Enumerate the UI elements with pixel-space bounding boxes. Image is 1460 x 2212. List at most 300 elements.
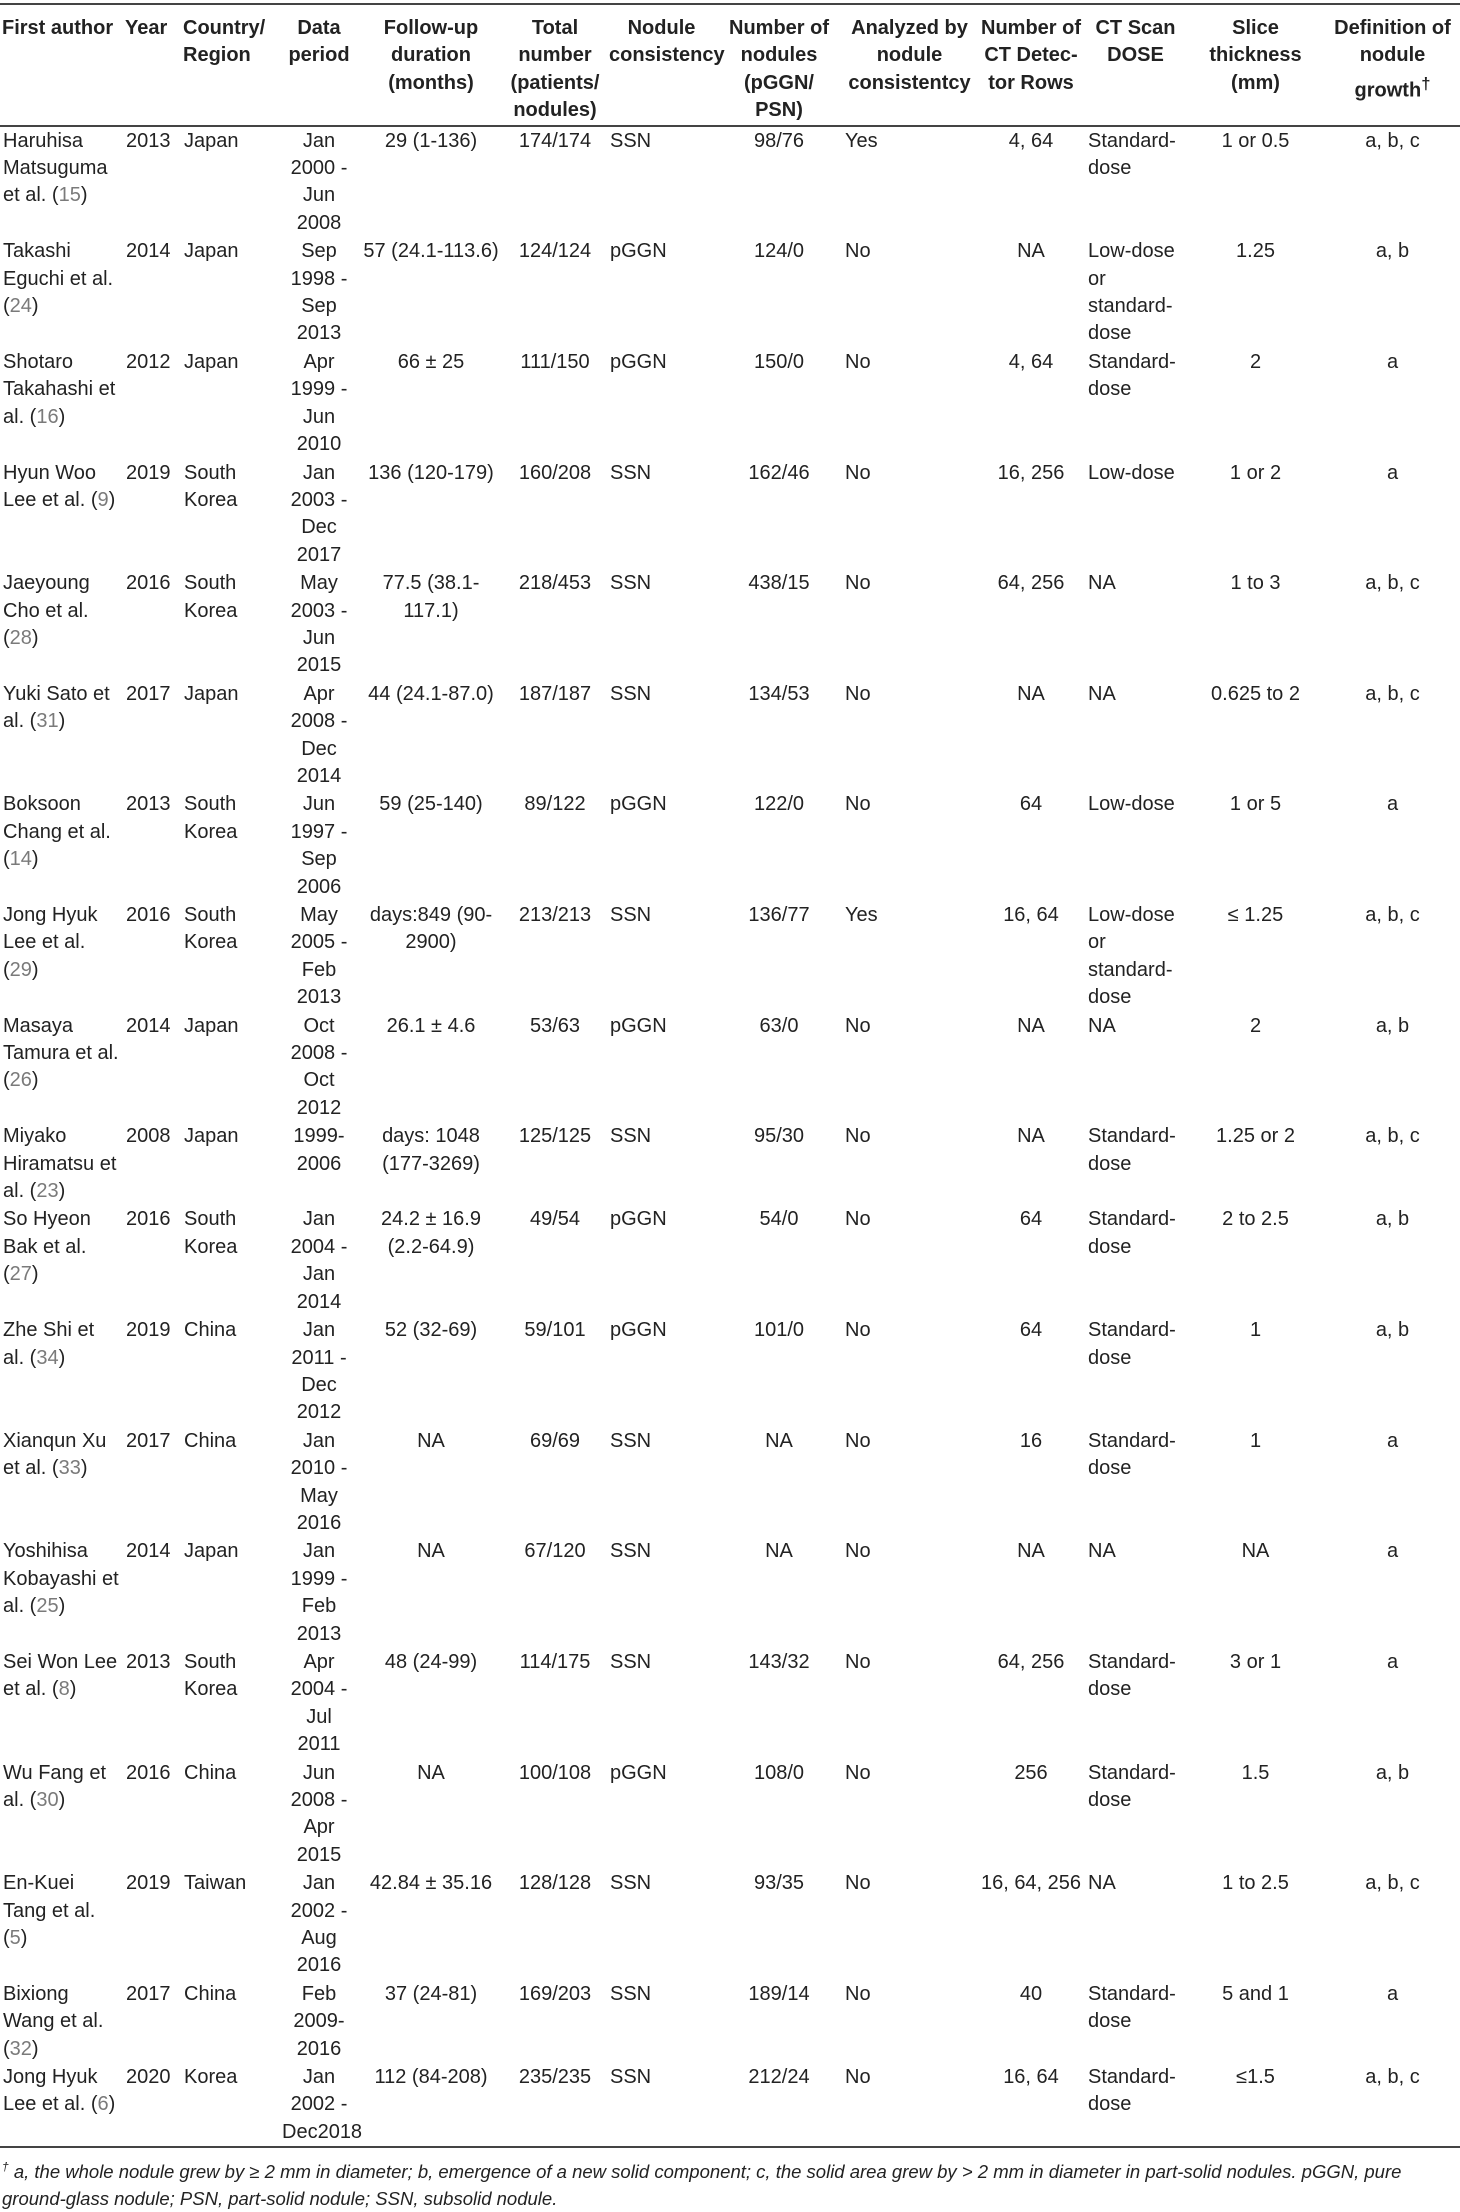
cell-data-period: Jan 2010 - May 2016 bbox=[290, 1429, 348, 1534]
cell-analyzed: No bbox=[845, 1319, 871, 1342]
cell-follow-up: NA bbox=[417, 1429, 445, 1452]
header-ct-dose: CT Scan DOSE bbox=[1085, 4, 1186, 126]
cell-nodule-consistency: pGGN bbox=[610, 350, 667, 373]
cell-country: South Korea bbox=[184, 1650, 238, 1701]
reference-link[interactable]: 30 bbox=[36, 1789, 59, 1811]
cell-total-number: 125/125 bbox=[518, 1125, 592, 1148]
cell-country: South Korea bbox=[184, 572, 238, 622]
cell-first-author bbox=[0, 1537, 123, 1648]
author-name: Sei Won Lee et al. ( bbox=[3, 1650, 118, 1701]
reference-link[interactable]: 32 bbox=[9, 2037, 32, 2060]
cell-data-period: Jan 2011 - Dec 2012 bbox=[291, 1319, 347, 1424]
cell-first-author bbox=[0, 1759, 123, 1870]
cell-country: China bbox=[184, 1761, 237, 1784]
reference-link[interactable]: 29 bbox=[9, 958, 32, 981]
cell-detector-rows: NA bbox=[1017, 1125, 1045, 1148]
cell-ct-dose: Standard-dose bbox=[1088, 1761, 1176, 1811]
cell-slice-thickness: NA bbox=[1241, 1540, 1270, 1563]
header-definition-text: Definition of nodule growth bbox=[1334, 17, 1451, 102]
cell-year: 2016 bbox=[126, 904, 171, 926]
cell-follow-up: 136 (120-179) bbox=[368, 461, 494, 484]
cell-ct-dose: Standard-dose bbox=[1088, 350, 1176, 401]
cell-number-of-nodules: 189/14 bbox=[748, 1982, 810, 2005]
author-name: Zhe Shi et al. ( bbox=[3, 1319, 95, 1369]
reference-close: ) bbox=[31, 295, 39, 318]
cell-first-author bbox=[0, 790, 123, 901]
cell-total-number: 187/187 bbox=[518, 682, 592, 705]
reference-close: ) bbox=[69, 1678, 77, 1701]
cell-detector-rows: NA bbox=[1017, 1014, 1045, 1037]
cell-ct-dose: Standard-dose bbox=[1088, 1429, 1176, 1480]
cell-ct-dose: NA bbox=[1088, 572, 1116, 595]
author-name: Jong Hyuk Lee et al. ( bbox=[3, 2066, 98, 2116]
author-name: Jaeyoung Cho et al. ( bbox=[3, 572, 90, 649]
cell-analyzed: No bbox=[845, 1540, 871, 1563]
cell-ct-dose: Low-dose bbox=[1088, 793, 1175, 816]
cell-analyzed: No bbox=[845, 1125, 871, 1148]
author-name: Bixiong Wang et al. ( bbox=[3, 1982, 104, 2060]
cell-slice-thickness: 5 and 1 bbox=[1222, 1982, 1289, 2005]
cell-ct-dose: Standard-dose bbox=[1088, 1125, 1176, 1175]
cell-country: Taiwan bbox=[184, 1872, 247, 1895]
cell-slice-thickness: 2 bbox=[1249, 350, 1262, 373]
cell-data-period: 1999-2006 bbox=[293, 1125, 345, 1175]
cell-nodule-consistency: SSN bbox=[610, 1982, 652, 2005]
cell-number-of-nodules: 150/0 bbox=[753, 350, 805, 373]
reference-link[interactable]: 16 bbox=[36, 405, 59, 428]
cell-definition: a bbox=[1386, 461, 1399, 484]
author-name: Wu Fang et al. ( bbox=[3, 1761, 107, 1811]
cell-country: China bbox=[184, 1982, 237, 2005]
reference-close: ) bbox=[58, 1595, 66, 1618]
cell-analyzed: No bbox=[845, 572, 871, 595]
cell-follow-up: 52 (32-69) bbox=[384, 1319, 478, 1342]
cell-total-number: 114/175 bbox=[519, 1650, 591, 1673]
cell-number-of-nodules: 134/53 bbox=[748, 682, 810, 705]
cell-year: 2016 bbox=[126, 1208, 171, 1231]
cell-nodule-consistency: SSN bbox=[610, 1429, 652, 1452]
cell-total-number: 213/213 bbox=[518, 904, 592, 926]
cell-follow-up: 48 (24-99) bbox=[384, 1650, 478, 1673]
cell-follow-up: NA bbox=[417, 1540, 445, 1563]
header-slice-thickness: Slice thickness (mm) bbox=[1186, 4, 1325, 126]
table-row bbox=[0, 1759, 1460, 1870]
cell-country: South Korea bbox=[184, 793, 238, 843]
cell-total-number: 124/124 bbox=[518, 240, 592, 263]
cell-definition: a bbox=[1386, 350, 1399, 373]
cell-total-number: 160/208 bbox=[518, 461, 592, 484]
cell-year: 2008 bbox=[126, 1125, 171, 1148]
header-row bbox=[0, 4, 1460, 126]
cell-detector-rows: NA bbox=[1017, 682, 1045, 705]
reference-close: ) bbox=[31, 1263, 39, 1286]
cell-ct-dose: Standard-dose bbox=[1088, 1208, 1176, 1258]
reference-link[interactable]: 27 bbox=[9, 1263, 32, 1286]
reference-link[interactable]: 26 bbox=[9, 1069, 32, 1092]
cell-country: Japan bbox=[184, 1540, 239, 1563]
cell-definition: a, b, c bbox=[1365, 572, 1420, 595]
footnote-text: a, the whole nodule grew by ≥ 2 mm in diameter; b, emergence of a new solid component; c, the solid area grew by > 2 mm in diameter in part-solid nodules. pGGN, pure ground-glass nodule; PSN, part-solid nodule; SSN, subsolid nodule. bbox=[2, 2161, 1402, 2210]
cell-nodule-consistency: SSN bbox=[610, 1650, 652, 1673]
cell-slice-thickness: 1 bbox=[1249, 1319, 1262, 1342]
cell-detector-rows: 16 bbox=[1019, 1429, 1043, 1452]
cell-ct-dose: Standard-dose bbox=[1088, 1650, 1176, 1701]
cell-country: Japan bbox=[184, 1125, 239, 1148]
cell-country: South Korea bbox=[184, 461, 238, 511]
cell-year: 2017 bbox=[126, 682, 171, 705]
cell-analyzed: No bbox=[845, 1872, 871, 1895]
cell-country: China bbox=[184, 1429, 237, 1452]
reference-close: ) bbox=[108, 2093, 116, 2116]
cell-slice-thickness: 1 or 5 bbox=[1229, 793, 1282, 816]
cell-nodule-consistency: SSN bbox=[607, 2063, 716, 2147]
cell-data-period: Oct 2008 - Oct 2012 bbox=[290, 1014, 348, 1119]
cell-follow-up: 57 (24.1-113.6) bbox=[363, 240, 499, 263]
cell-ct-dose: Low-dose or standard-dose bbox=[1088, 904, 1175, 1009]
cell-nodule-consistency: SSN bbox=[610, 1872, 652, 1895]
cell-total-number: 218/453 bbox=[518, 572, 592, 595]
reference-close: ) bbox=[80, 1457, 88, 1480]
cell-nodule-consistency: pGGN bbox=[610, 240, 667, 263]
cell-definition: a, b bbox=[1375, 1208, 1410, 1231]
cell-year: 2013 bbox=[126, 793, 171, 816]
cell-total-number: 174/174 bbox=[518, 129, 592, 152]
reference-close: ) bbox=[58, 1789, 66, 1811]
cell-definition: a, b, c bbox=[1325, 2063, 1460, 2147]
cell-year: 2014 bbox=[126, 1540, 171, 1563]
cell-total-number: 235/235 bbox=[503, 2063, 607, 2147]
cell-detector-rows: NA bbox=[1017, 1540, 1045, 1563]
cell-number-of-nodules: 124/0 bbox=[753, 240, 805, 263]
cell-total-number: 169/203 bbox=[518, 1982, 592, 2005]
header-follow-up: Follow-up duration (months) bbox=[359, 4, 503, 126]
cell-total-number: 89/122 bbox=[524, 793, 586, 816]
cell-follow-up: 59 (25-140) bbox=[379, 793, 483, 816]
cell-total-number: 111/150 bbox=[520, 350, 590, 373]
cell-follow-up: 26.1 ± 4.6 bbox=[386, 1014, 476, 1037]
cell-data-period: May 2003 - Jun 2015 bbox=[290, 572, 348, 677]
reference-link[interactable]: 6 bbox=[97, 2093, 109, 2116]
cell-first-author bbox=[0, 1648, 123, 1759]
cell-analyzed: No bbox=[842, 2063, 977, 2147]
cell-country: Japan bbox=[184, 129, 239, 152]
cell-nodule-consistency: SSN bbox=[610, 1540, 652, 1563]
reference-close: ) bbox=[58, 405, 66, 428]
cell-data-period: Apr 2008 - Dec 2014 bbox=[290, 682, 348, 787]
studies-table bbox=[0, 3, 1460, 2148]
cell-slice-thickness: 2 to 2.5 bbox=[1222, 1208, 1289, 1231]
cell-year: 2017 bbox=[126, 1982, 171, 2005]
reference-close: ) bbox=[58, 1180, 66, 1203]
cell-nodule-consistency: pGGN bbox=[610, 793, 667, 816]
cell-definition: a, b bbox=[1375, 1319, 1410, 1342]
cell-detector-rows: 64 bbox=[1019, 1208, 1043, 1231]
cell-definition: a, b bbox=[1375, 240, 1410, 263]
cell-ct-dose: NA bbox=[1088, 1872, 1116, 1895]
cell-total-number: 49/54 bbox=[529, 1208, 581, 1231]
cell-country: South Korea bbox=[184, 1208, 238, 1258]
header-total-number: Total number (patients/ nodules) bbox=[503, 4, 607, 126]
table-row bbox=[0, 790, 1460, 901]
table-row bbox=[0, 126, 1460, 238]
cell-year: 2020 bbox=[123, 2063, 181, 2147]
cell-country: Korea bbox=[181, 2063, 279, 2147]
cell-follow-up: days:849 (90-2900) bbox=[369, 904, 493, 954]
cell-first-author bbox=[0, 1205, 123, 1316]
cell-slice-thickness: 1.25 bbox=[1236, 240, 1275, 263]
reference-close: ) bbox=[31, 958, 39, 981]
cell-data-period: Jan 2003 - Dec 2017 bbox=[290, 461, 348, 566]
cell-analyzed: No bbox=[845, 1208, 871, 1231]
table-row bbox=[0, 1205, 1460, 1316]
reference-link[interactable]: 23 bbox=[36, 1180, 59, 1203]
cell-follow-up: NA bbox=[417, 1761, 445, 1784]
cell-number-of-nodules: 136/77 bbox=[748, 904, 810, 926]
header-first-author: First author bbox=[0, 4, 123, 126]
cell-analyzed: No bbox=[845, 1982, 871, 2005]
cell-follow-up: 112 (84-208) bbox=[359, 2063, 503, 2147]
reference-close: ) bbox=[31, 1069, 39, 1092]
header-definition bbox=[1325, 4, 1460, 126]
cell-follow-up: 66 ± 25 bbox=[397, 350, 465, 373]
cell-country: China bbox=[184, 1319, 237, 1342]
cell-slice-thickness: ≤1.5 bbox=[1186, 2063, 1325, 2147]
cell-slice-thickness: 1 to 2.5 bbox=[1222, 1872, 1289, 1895]
table-row bbox=[0, 680, 1460, 791]
cell-ct-dose: Low-dose or standard-dose bbox=[1088, 240, 1175, 345]
table-row bbox=[0, 1316, 1460, 1427]
cell-number-of-nodules: 54/0 bbox=[759, 1208, 799, 1231]
reference-link[interactable]: 8 bbox=[58, 1678, 70, 1701]
author-name: Jong Hyuk Lee et al. ( bbox=[3, 904, 98, 981]
cell-analyzed: No bbox=[845, 350, 871, 373]
cell-detector-rows: 64 bbox=[1019, 1319, 1043, 1342]
cell-country: Japan bbox=[184, 240, 239, 263]
cell-ct-dose: NA bbox=[1088, 1540, 1116, 1563]
cell-year: 2019 bbox=[126, 1319, 171, 1342]
table-row bbox=[0, 569, 1460, 680]
cell-definition: a, b, c bbox=[1365, 1872, 1420, 1895]
cell-ct-dose: Standard-dose bbox=[1088, 1319, 1176, 1369]
cell-year: 2013 bbox=[126, 1650, 171, 1673]
cell-definition: a bbox=[1386, 1982, 1399, 2005]
reference-link[interactable]: 15 bbox=[58, 184, 81, 207]
table-row bbox=[0, 901, 1460, 1012]
cell-follow-up: 37 (24-81) bbox=[384, 1982, 478, 2005]
cell-nodule-consistency: pGGN bbox=[610, 1014, 667, 1037]
cell-number-of-nodules: 98/76 bbox=[753, 129, 805, 152]
cell-ct-dose: Standard-dose bbox=[1088, 1982, 1176, 2033]
reference-close: ) bbox=[31, 2037, 39, 2060]
table-footnote bbox=[0, 2148, 1444, 2212]
cell-definition: a bbox=[1386, 1429, 1399, 1452]
cell-data-period: Apr 1999 - Jun 2010 bbox=[290, 350, 348, 456]
cell-definition: a, b, c bbox=[1365, 129, 1420, 152]
cell-nodule-consistency: SSN bbox=[610, 461, 652, 484]
cell-total-number: 100/108 bbox=[518, 1761, 592, 1784]
cell-detector-rows: 16, 64 bbox=[977, 2063, 1085, 2147]
cell-definition: a, b, c bbox=[1365, 904, 1420, 926]
cell-definition: a, b bbox=[1375, 1761, 1410, 1784]
cell-number-of-nodules: 122/0 bbox=[753, 793, 805, 816]
header-country: Country/ Region bbox=[181, 4, 279, 126]
reference-close: ) bbox=[31, 848, 39, 871]
reference-link[interactable]: 25 bbox=[36, 1595, 59, 1618]
cell-country: Japan bbox=[184, 682, 239, 705]
cell-follow-up: 77.5 (38.1-117.1) bbox=[382, 572, 480, 622]
cell-ct-dose: NA bbox=[1088, 682, 1116, 705]
cell-data-period: Jan 2002 - Dec2018 bbox=[279, 2063, 359, 2147]
cell-year: 2016 bbox=[126, 572, 171, 595]
cell-nodule-consistency: SSN bbox=[610, 572, 652, 595]
author-name: Takashi Eguchi et al. ( bbox=[3, 240, 114, 318]
table-row bbox=[0, 1012, 1460, 1123]
cell-definition: a bbox=[1386, 1540, 1399, 1563]
cell-follow-up: days: 1048 (177-3269) bbox=[382, 1125, 480, 1175]
reference-close: ) bbox=[31, 626, 39, 649]
reference-link[interactable]: 5 bbox=[9, 1927, 21, 1950]
cell-analyzed: Yes bbox=[845, 129, 878, 152]
header-year: Year bbox=[123, 4, 181, 126]
cell-slice-thickness: 3 or 1 bbox=[1229, 1650, 1282, 1673]
cell-first-author bbox=[0, 1122, 123, 1205]
cell-country: South Korea bbox=[184, 904, 238, 954]
header-nodule-consistency: Nodule consistency bbox=[607, 4, 716, 126]
cell-slice-thickness: 1 to 3 bbox=[1230, 572, 1281, 595]
cell-definition: a bbox=[1386, 793, 1399, 816]
cell-number-of-nodules: 212/24 bbox=[716, 2063, 842, 2147]
cell-detector-rows: NA bbox=[1017, 240, 1045, 263]
table-row bbox=[0, 237, 1460, 348]
author-name: Shotaro Takahashi et al. ( bbox=[3, 350, 116, 428]
table-row bbox=[0, 1427, 1460, 1538]
cell-slice-thickness: 2 bbox=[1249, 1014, 1262, 1037]
cell-definition: a bbox=[1386, 1650, 1399, 1673]
cell-number-of-nodules: 108/0 bbox=[753, 1761, 805, 1784]
cell-analyzed: No bbox=[845, 240, 871, 263]
reference-link[interactable]: 28 bbox=[9, 626, 32, 649]
author-name: Yuki Sato et al. ( bbox=[3, 682, 110, 733]
cell-analyzed: No bbox=[845, 1014, 871, 1037]
cell-slice-thickness: 1 or 2 bbox=[1229, 461, 1282, 484]
author-name: Masaya Tamura et al. ( bbox=[3, 1014, 119, 1092]
cell-detector-rows: 64, 256 bbox=[997, 572, 1065, 595]
cell-definition: a, b, c bbox=[1365, 682, 1420, 705]
cell-first-author bbox=[0, 901, 123, 1012]
table-body bbox=[0, 126, 1460, 2148]
cell-analyzed: No bbox=[845, 682, 871, 705]
cell-detector-rows: 256 bbox=[1014, 1761, 1048, 1784]
reference-link[interactable]: 33 bbox=[58, 1457, 81, 1480]
author-name: Boksoon Chang et al. ( bbox=[3, 793, 111, 871]
cell-data-period: Feb 2009-2016 bbox=[293, 1982, 345, 2060]
cell-number-of-nodules: 101/0 bbox=[753, 1319, 805, 1342]
header-number-of-nodules: Number of nodules (pGGN/ PSN) bbox=[716, 4, 842, 126]
table-row bbox=[0, 1648, 1460, 1759]
cell-number-of-nodules: 438/15 bbox=[748, 572, 810, 595]
cell-detector-rows: 16, 64, 256 bbox=[980, 1872, 1082, 1895]
cell-data-period: Apr 2004 - Jul 2011 bbox=[290, 1650, 348, 1756]
cell-number-of-nodules: 63/0 bbox=[759, 1014, 799, 1037]
table-row bbox=[0, 1980, 1460, 2063]
table-row bbox=[0, 348, 1460, 459]
cell-year: 2016 bbox=[126, 1761, 171, 1784]
table-row bbox=[0, 2063, 1460, 2147]
cell-data-period: Jan 2000 - Jun 2008 bbox=[290, 129, 348, 234]
reference-link[interactable]: 31 bbox=[36, 710, 59, 733]
table-row bbox=[0, 459, 1460, 570]
cell-data-period: May 2005 - Feb 2013 bbox=[290, 904, 348, 1009]
cell-total-number: 53/63 bbox=[529, 1014, 581, 1037]
header-data-period: Data period bbox=[279, 4, 359, 126]
reference-close: ) bbox=[58, 710, 66, 733]
cell-first-author bbox=[0, 1012, 123, 1123]
cell-year: 2017 bbox=[126, 1429, 171, 1452]
reference-close: ) bbox=[20, 1927, 28, 1950]
author-name: Haruhisa Matsuguma et al. ( bbox=[3, 129, 108, 207]
cell-nodule-consistency: pGGN bbox=[610, 1208, 667, 1231]
cell-number-of-nodules: 162/46 bbox=[748, 461, 810, 484]
cell-year: 2014 bbox=[126, 240, 171, 263]
cell-first-author bbox=[0, 1316, 123, 1427]
author-name: Miyako Hiramatsu et al. ( bbox=[3, 1125, 117, 1203]
cell-data-period: Jun 1997 - Sep 2006 bbox=[290, 793, 348, 898]
cell-slice-thickness: 1.5 bbox=[1241, 1761, 1270, 1784]
cell-data-period: Sep 1998 - Sep 2013 bbox=[290, 240, 348, 345]
reference-link[interactable]: 14 bbox=[9, 848, 32, 871]
footnote-marker: † bbox=[2, 2160, 9, 2175]
cell-country: Japan bbox=[184, 350, 239, 373]
cell-ct-dose: Standard-dose bbox=[1088, 129, 1176, 180]
cell-follow-up: 42.84 ± 35.16 bbox=[369, 1872, 493, 1895]
cell-first-author bbox=[0, 1869, 123, 1980]
cell-follow-up: 29 (1-136) bbox=[384, 129, 478, 152]
cell-data-period: Jun 2008 - Apr 2015 bbox=[290, 1761, 348, 1866]
reference-link[interactable]: 9 bbox=[97, 488, 109, 511]
table-row bbox=[0, 1122, 1460, 1205]
cell-year: 2013 bbox=[126, 129, 171, 152]
author-name: So Hyeon Bak et al. ( bbox=[3, 1208, 91, 1286]
cell-slice-thickness: 1 bbox=[1249, 1429, 1262, 1452]
cell-first-author bbox=[0, 680, 123, 791]
cell-number-of-nodules: 95/30 bbox=[753, 1125, 805, 1148]
cell-year: 2019 bbox=[126, 1872, 171, 1895]
reference-close: ) bbox=[80, 184, 88, 207]
cell-first-author bbox=[0, 1980, 123, 2063]
cell-definition: a, b, c bbox=[1365, 1125, 1420, 1148]
header-dagger: † bbox=[1421, 73, 1431, 93]
cell-first-author bbox=[0, 2063, 123, 2147]
reference-link[interactable]: 24 bbox=[9, 295, 32, 318]
cell-analyzed: No bbox=[845, 461, 871, 484]
cell-first-author bbox=[0, 126, 123, 238]
cell-detector-rows: 16, 64 bbox=[1003, 904, 1059, 926]
cell-country: Japan bbox=[184, 1014, 239, 1037]
cell-year: 2012 bbox=[126, 350, 171, 373]
cell-ct-dose: Standard-dose bbox=[1085, 2063, 1186, 2147]
cell-nodule-consistency: pGGN bbox=[610, 1319, 667, 1342]
cell-data-period: Jan 1999 - Feb 2013 bbox=[290, 1540, 348, 1645]
cell-follow-up: 24.2 ± 16.9 (2.2-64.9) bbox=[381, 1208, 481, 1258]
cell-analyzed: No bbox=[845, 1429, 871, 1452]
cell-first-author bbox=[0, 348, 123, 459]
author-name: Yoshihisa Kobayashi et al. ( bbox=[3, 1540, 119, 1618]
cell-total-number: 67/120 bbox=[524, 1540, 586, 1563]
cell-analyzed: Yes bbox=[845, 904, 878, 926]
author-name: Xianqun Xu et al. ( bbox=[3, 1429, 107, 1480]
reference-link[interactable]: 34 bbox=[36, 1346, 59, 1369]
cell-definition: a, b bbox=[1375, 1014, 1410, 1037]
